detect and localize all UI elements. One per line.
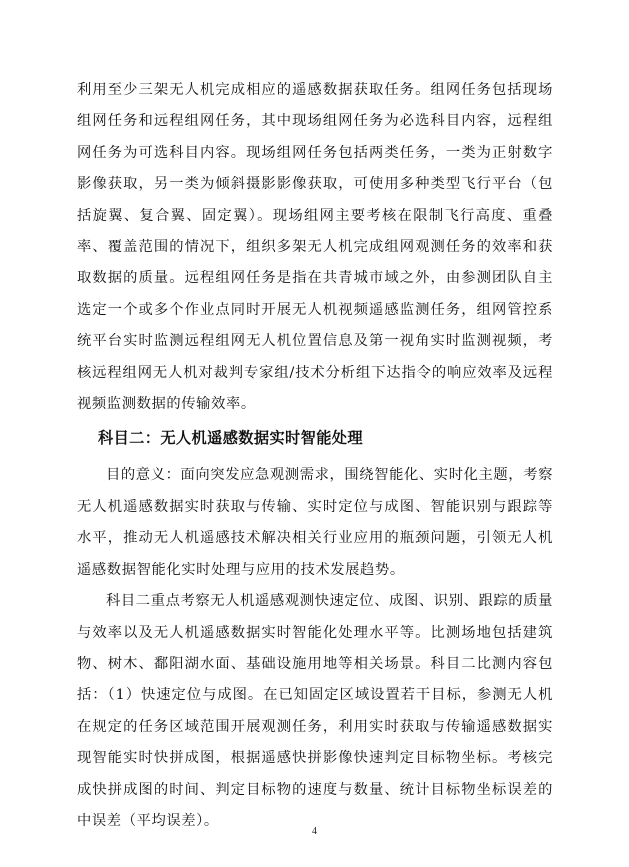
paragraph-purpose: 目的意义：面向突发应急观测需求，围绕智能化、实时化主题，考察无人机遥感数据实时获取与传输、实时定位与成图、智能识别与跟踪等水平，推动无人机遥感技术解决相关行业应用的瓶颈问题，引领无人机遥感数据智能化实时处理与应用的技术发展趋势。 xyxy=(77,467,553,578)
paragraph-networking-tasks: 利用至少三架无人机完成相应的遥感数据获取任务。组网任务包括现场组网任务和远程组网任务，其中现场组网任务为必选科目内容，远程组网任务为可选科目内容。现场组网任务包括两类任务，一类为正射数字影像获取，另一类为倾斜摄影影像获取，可使用多种类型飞行平台（包括旋翼、复合翼、固定翼）。现场组网主要考核在限制飞行高度、重叠率、覆盖范围的情况下，组织多架无人机完成组网观测任务的效率和获取数据的质量。远程组网任务是指在共青城市域之外，由参测团队自主选定一个或多个作业点同时开展无人机视频遥感监测任务，组网管控系统平台实时监测远程组网无人机位置信息及第一视角实时监测视频，考核远程组网无人机对裁判专家组/技术分析组下达指令的响应效率及远程视频监测数据的传输效率。 xyxy=(77,82,553,413)
section-heading-subject-two: 科目二：无人机遥感数据实时智能处理 xyxy=(98,429,363,448)
page-number: 4 xyxy=(312,826,317,837)
paragraph-subject-two-content: 科目二重点考察无人机遥感观测快速定位、成图、识别、跟踪的质量与效率以及无人机遥感数据实时智能化处理水平等。比测场地包括建筑物、树木、鄱阳湖水面、基础设施用地等相关场景。科目二比测内容包括：（1）快速定位与成图。在已知固定区域设置若干目标，参测无人机在规定的任务区域范围开展观测任务，利用实时获取与传输遥感数据实现智能实时快拼成图，根据遥感快拼影像快速判定目标物坐标。考核完成快拼成图的时间、判定目标物的速度与数量、统计目标物坐标误差的中误差（平均误差）。 xyxy=(77,593,553,829)
